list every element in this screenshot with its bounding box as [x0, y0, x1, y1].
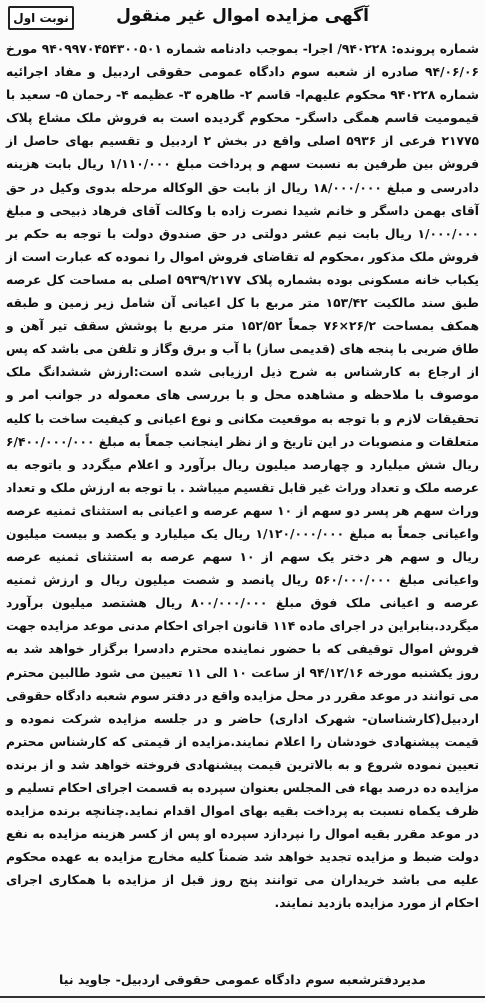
notice-round-badge: نوبت اول: [8, 6, 74, 30]
notice-title: آگهی مزایده اموال غیر منقول: [116, 6, 369, 26]
notice-signature: مدیردفترشعبه سوم دادگاه عمومی حقوقی اردبیل- جاوید نیا: [59, 972, 426, 987]
bottom-divider: [0, 996, 485, 998]
notice-body: شماره پرونده: ۹۴۰۲۲۸/ اجرا- بموجب دادنامه شماره ۹۴۰۹۹۷۰۴۵۴۳۰۰۵۰۱ مورخ ۹۴/۰۶/۰۶ صادره از شعبه سوم دادگاه عمومی حقوقی اردبیل و مفاد اجرائیه شماره ۹۴۰۲۲۸ محکوم علیهم‌ا- قاسم ۲- طاهره ۳- عظیمه ۴- رحمان ۵- سعید با قیمومیت قاسم همگی داسگر- محکوم گردیده است به فروش ملک مشاع پلاک ۲۱۷۷۵ فرعی از ۵۹۳۶ اصلی واقع در بخش ۲ اردبیل و تقسیم بهای حاصل از فروش بین طرفین به نسبت سهم و پرداخت مبلغ ۱/۱۱۰/۰۰۰ ریال بابت هزینه دادرسی و مبلغ ۱۸/۰۰۰/۰۰۰ ریال از بابت حق الوکاله مرحله بدوی وکیل در حق آقای بهمن داسگر و خانم شیدا نصرت زاده با وکالت آقای فرهاد ذبیحی و مبلغ ۱/۰۰۰/۰۰۰ ریال بابت نیم عشر دولتی در حق صندوق دولت با توجه به حکم بر فروش ملک مذکور ،محکوم له تقاضای فروش اموال را نموده که عبارت است از یکباب خانه مسکونی بوده بشماره پلاک ۵۹۳۹/۲۱۷۷ اصلی به مساحت کل عرصه طبق سند مالکیت ۱۵۳/۴۲ متر مربع با کل اعیانی آن شامل زیر زمین و طبقه همکف بمساحت ۲۶/۲×۷۶ جمعاً ۱۵۲/۵۲ متر مربع با پوشش سقف تیر آهن و طاق ضربی با پنجه های (قدیمی ساز) با آب و برق وگاز و تلفن می باشد که پس از ارجاع به کارشناس به شرح ذیل ارزیابی شده است:ارزش ششدانگ ملک موصوف با ملاحظه و مشاهده محل و با بررسی های معموله در جوانب امر و تحقیقات لازم و با توجه به موقعیت مکانی و نوع اعیانی و کیفیت ساخت با کلیه متعلقات و منصوبات در این تاریخ و از نظر اینجانب جمعاً به مبلغ ۶/۴۰۰/۰۰۰/۰۰۰ ریال شش میلیارد و چهارصد میلیون ریال برآورد و اعلام میگردد و باتوجه به عرصه ملک و تعداد وراث غیر قابل تقسیم میباشد . با توجه به ارزش ملک و تعداد وراث سهم هر پسر دو سهم از ۱۰ سهم عرصه و اعیانی به استثنای ثمنیه عرصه واعیانی جمعاً به مبلغ ۱/۱۲۰/۰۰۰/۰۰۰ ریال یک میلیارد و یکصد و بیست میلیون ریال و سهم هر دختر یک سهم از ۱۰ سهم عرصه به استثنای ثمنیه عرصه واعیانی مبلغ ۵۶۰/۰۰۰/۰۰۰ ریال پانصد و شصت میلیون ریال و ارزش ثمنیه عرصه و اعیانی ملک فوق مبلغ ۸۰۰/۰۰۰/۰۰۰ ریال هشتصد میلیون برآورد میگردد.بنابراین در اجرای ماده ۱۱۴ قانون اجرای احکام مدنی موعد مزایده جهت فروش اموال توقیفی که با حضور نماینده محترم دادسرا برگزار خواهد شد به روز یکشنبه مورخه ۹۴/۱۲/۱۶ از ساعت ۱۰ الی ۱۱ تعیین می شود طالبین محترم می توانند در موعد مقرر در محل مزایده واقع در دفتر سوم شعبه دادگاه حقوقی اردبیل(کارشناسان- شهرک اداری) حاضر و در جلسه مزایده شرکت نموده و قیمت پیشنهادی خودشان را اعلام نمایند.مزایده از قیمتی که کارشناس محترم تعیین نموده شروع و به بالاترین قیمت پیشنهادی فروخته خواهد شد و از برنده مزایده ده درصد بهاء فی المجلس بعنوان سپرده به قسمت اجرای احکام تسلیم و ظرف یکماه نسبت به پرداخت بقیه بهای اموال اقدام نماید.چنانچه برنده مزایده در موعد مقرر بقیه اموال را نپردازد سپرده او پس از کسر هزینه مزایده به نفع دولت ضبط و مزایده تجدید خواهد شد ضمناً کلیه مخارج مزایده به عهده محکوم علیه می باشد خریداران می توانند پنج روز قبل از مزایده با همکاری اجرای احکام از مورد مزایده بازدید نمایند.: [6, 42, 480, 911]
